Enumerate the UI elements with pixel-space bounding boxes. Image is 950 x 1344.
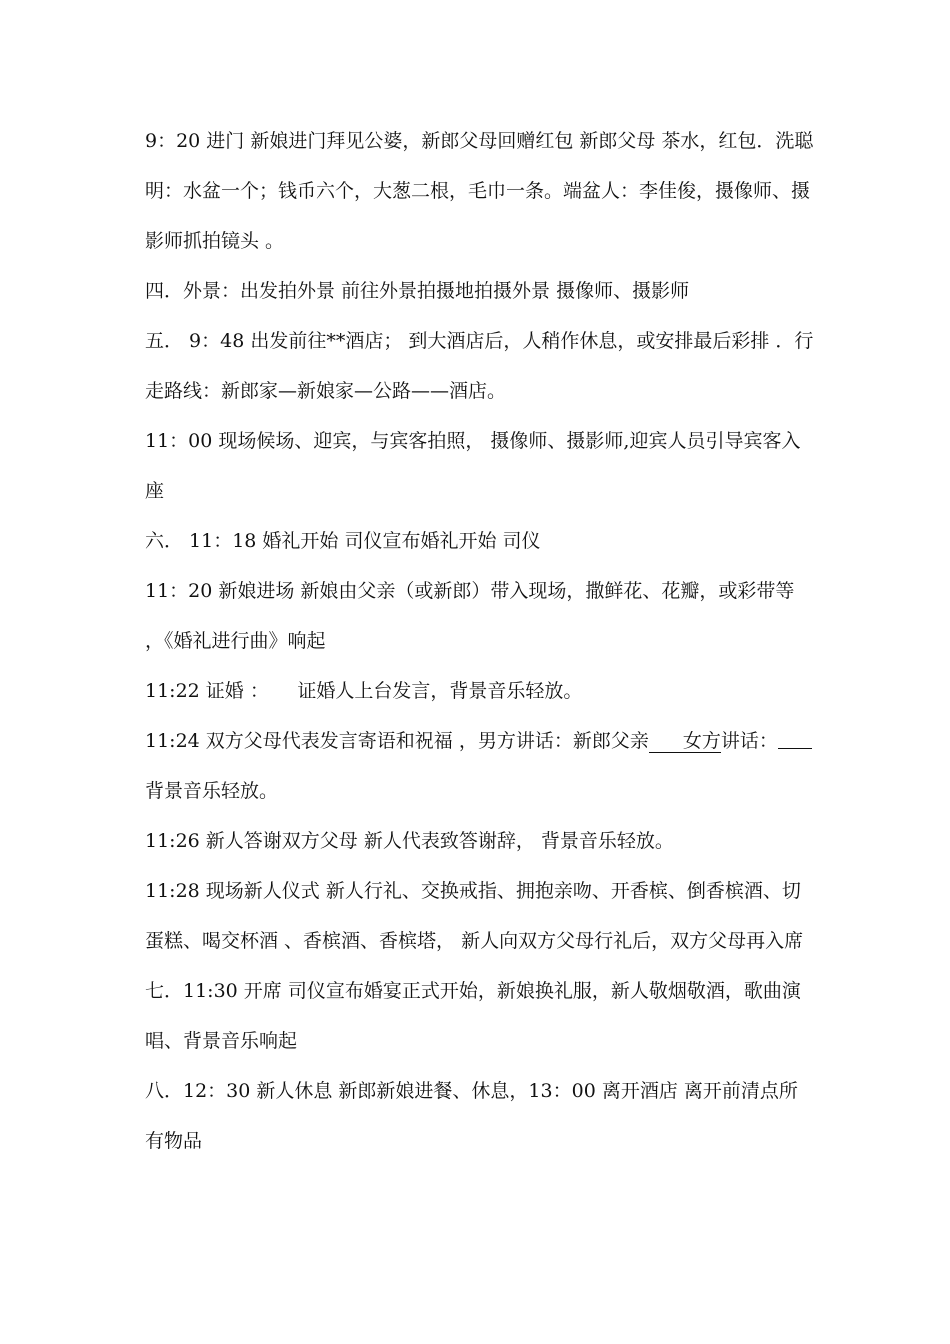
paragraph-section-4: 四．外景：出发拍外景 前往外景拍摄地拍摄外景 摄像师、摄影师 xyxy=(145,280,690,302)
speech-label: 讲话： xyxy=(720,730,778,752)
blank-line xyxy=(778,728,812,749)
paragraph-entry-1100: 11：00 现场候场、迎宾，与宾客拍照， 摄像师、摄影师,迎宾人员引导宾客入座 xyxy=(145,430,801,502)
female-side-label xyxy=(649,730,721,753)
paragraph-section-7: 七．11:30 开席 司仪宣布婚宴正式开始，新娘换礼服，新人敬烟敬酒，歌曲演唱、背景音乐响起 xyxy=(145,980,801,1052)
paragraph-entry-0920: 9：20 进门 新娘进门拜见公婆，新郎父母回赠红包 新郎父母 茶水，红包．洗聪明：水盆一个；钱币六个，大葱二根，毛巾一条。端盆人：李佳俊，摄像师、摄影师抓拍镜头 。 xyxy=(145,130,814,252)
document-body xyxy=(145,116,815,1166)
paragraph-section-8: 八．12：30 新人休息 新郎新娘进餐、休息，13：00 离开酒店 离开前清点所有物品 xyxy=(145,1080,798,1152)
paragraph-entry-1126: 11:26 新人答谢双方父母 新人代表致答谢辞， 背景音乐轻放。 xyxy=(145,830,674,852)
female-side-text: 女方 xyxy=(682,730,721,752)
speech-suffix: 背景音乐轻放。 xyxy=(145,780,279,802)
parents-speech-text: 11:24 双方父母代表发言寄语和祝福 ，男方讲话：新郎父亲 xyxy=(145,730,649,752)
paragraph-section-5: 五． 9：48 出发前往**酒店； 到大酒店后，人稍作休息，或安排最后彩排 ．行走路线：新郎家—新娘家—公路——酒店。 xyxy=(145,330,814,402)
paragraph-section-6: 六． 11：18 婚礼开始 司仪宣布婚礼开始 司仪 xyxy=(145,530,541,552)
paragraph-entry-1122: 11:22 证婚 ： 证婚人上台发言，背景音乐轻放。 xyxy=(145,680,583,702)
paragraph-entry-1120: 11：20 新娘进场 新娘由父亲（或新郎）带入现场，撒鲜花、花瓣，或彩带等 ，《婚礼进行曲》响起 xyxy=(145,580,795,652)
paragraph-entry-1124 xyxy=(145,716,815,816)
paragraph-entry-1128: 11:28 现场新人仪式 新人行礼、交换戒指、拥抱亲吻、开香槟、倒香槟酒、切蛋糕、喝交杯酒 、香槟酒、香槟塔， 新人向双方父母行礼后，双方父母再入席 xyxy=(145,880,804,952)
